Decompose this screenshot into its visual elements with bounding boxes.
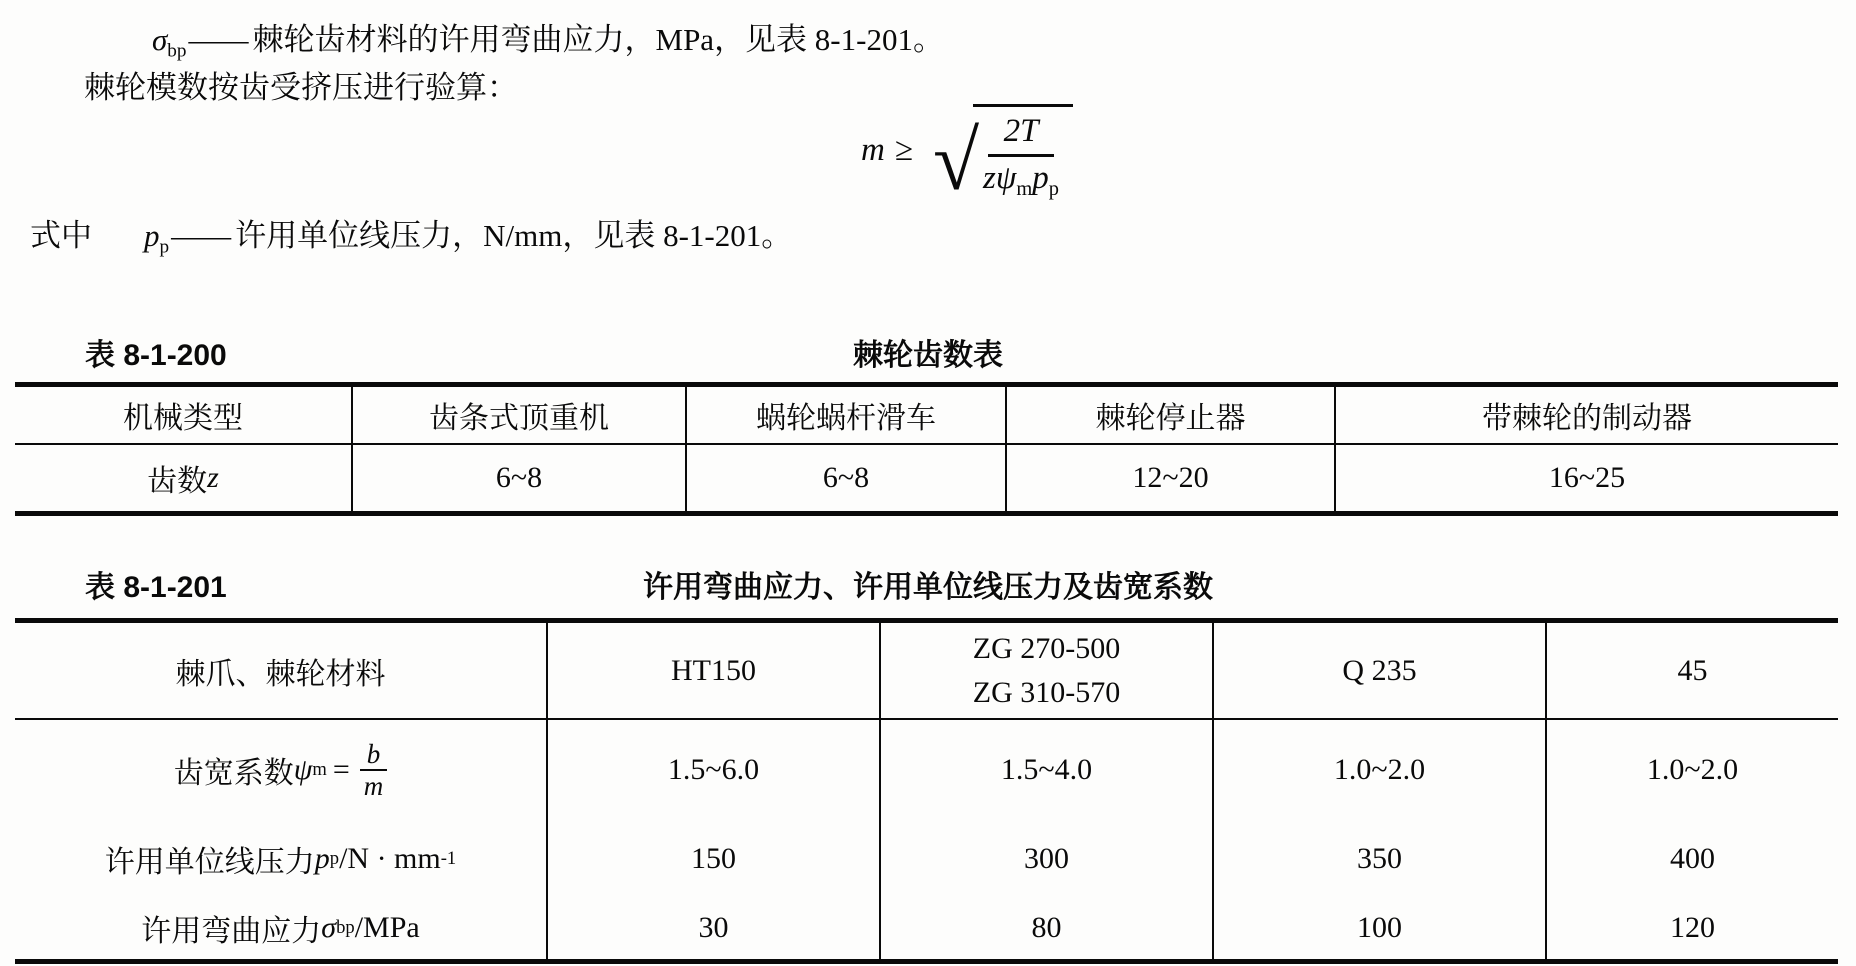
sigma-subscript: bp — [167, 40, 187, 62]
table1-value-cell: 6~8 — [353, 445, 687, 511]
table1-title: 棘轮齿数表 — [853, 339, 1003, 372]
table2-bending-value: 80 — [881, 897, 1214, 959]
teeth-number-label: 齿数 — [147, 465, 208, 498]
table1-header-worm-pulley: 蜗轮蜗杆滑车 — [687, 387, 1007, 445]
table1-caption — [0, 330, 1856, 374]
modulus-check-statement: 棘轮模数按齿受挤压进行验算： — [84, 70, 518, 105]
denominator-p: p — [1032, 159, 1049, 196]
table2-psi-value: 1.5~6.0 — [548, 720, 881, 820]
table1-header-ratchet-stop: 棘轮停止器 — [1007, 387, 1336, 445]
table1-header-brake: 带棘轮的制动器 — [1336, 387, 1838, 445]
where-prefix: 式中 — [30, 218, 92, 253]
table2-pressure-value: 350 — [1214, 820, 1547, 897]
p-symbol-subscript: p — [159, 236, 170, 258]
em-dash: —— — [171, 218, 230, 253]
table1-value-cell: 12~20 — [1007, 445, 1336, 511]
table1-row-label — [15, 445, 353, 511]
table2-bending-value: 100 — [1214, 897, 1547, 959]
width-factor-label: 齿宽系数 — [173, 757, 294, 790]
psi-subscript: m — [1016, 178, 1033, 201]
fraction-denominator — [983, 157, 1060, 201]
zg-270-500: ZG 270-500 — [972, 632, 1121, 665]
where-clause-line — [30, 210, 793, 258]
table2-pressure-value: 300 — [881, 820, 1214, 897]
sigma-definition-line — [152, 14, 944, 62]
table2-psi-row-label: 齿宽系数 ψ m = $\frac{b}{m}$ — [15, 720, 548, 820]
formula-lhs: m — [860, 132, 885, 169]
modulus-formula — [0, 104, 1856, 208]
table2-psi-value: 1.5~4.0 — [881, 720, 1214, 820]
sigma-symbol: σ — [152, 22, 168, 57]
table2-bending-row-label: 许用弯曲应力 σ bp /MPa — [15, 897, 548, 959]
table2-number-label: 表 8-1-201 — [85, 571, 227, 604]
fraction-numerator: 2T — [988, 113, 1055, 157]
table2-material-q235: Q 235 — [1214, 623, 1547, 720]
p-symbol: p — [144, 218, 160, 253]
equals-sign: = — [332, 753, 350, 786]
zg-310-570: ZG 310-570 — [972, 675, 1121, 709]
table2-material-header: 棘爪、棘轮材料 — [15, 623, 548, 720]
p-description: 许用单位线压力，N/mm，见表 8-1-201。 — [235, 218, 793, 253]
pressure-unit: /N · mm — [339, 841, 441, 875]
table2-psi-value: 1.0~2.0 — [1646, 753, 1739, 786]
table1-number-label: 表 8-1-200 — [85, 339, 227, 372]
ratchet-teeth-table — [15, 382, 1838, 516]
table2-material-zg — [881, 623, 1214, 720]
table2-title: 许用弯曲应力、许用单位线压力及齿宽系数 — [643, 571, 1213, 604]
table2-material-ht150: HT150 — [548, 623, 881, 720]
radicand — [973, 104, 1073, 201]
radical-sign: √ — [932, 114, 980, 208]
p-symbol: p — [314, 841, 330, 875]
p-subscript: p — [1048, 178, 1060, 201]
table1-value-cell: 6~8 — [687, 445, 1007, 511]
formula-fraction — [983, 113, 1060, 201]
psi-symbol: ψ — [293, 753, 313, 786]
fraction-b: b — [360, 740, 388, 771]
greater-equal-sign: ≥ — [894, 132, 913, 169]
stress-unit: /MPa — [354, 911, 420, 944]
table2-pressure-row-label: 许用单位线压力 p p /N · mm -1 — [15, 820, 548, 897]
sigma-symbol: σ — [321, 911, 337, 944]
table2-pressure-value: 150 — [548, 820, 881, 897]
table2-bending-value: 120 — [1670, 911, 1715, 944]
table2-material-45: 45 — [1547, 623, 1838, 720]
denominator-z-psi: zψ — [983, 159, 1017, 196]
bending-stress-label: 许用弯曲应力 — [141, 915, 322, 948]
square-root — [927, 104, 1073, 208]
table1-header-rack-jack: 齿条式顶重机 — [353, 387, 687, 445]
table1-header-machine-type: 机械类型 — [15, 387, 353, 445]
b-over-m-fraction — [360, 740, 388, 801]
table2-pressure-value: 400 — [1670, 841, 1715, 875]
table2-caption — [0, 562, 1856, 606]
sigma-description: 棘轮齿材料的许用弯曲应力，MPa，见表 8-1-201。 — [252, 22, 944, 57]
em-dash: —— — [188, 22, 247, 57]
table2-bending-value: 30 — [548, 897, 881, 959]
fraction-m: m — [363, 771, 384, 801]
table2-psi-value: 1.0~2.0 — [1214, 720, 1547, 820]
line-pressure-label: 许用单位线压力 — [104, 845, 315, 879]
table1-value-cell: 16~25 — [1548, 461, 1626, 494]
teeth-number-variable: z — [207, 461, 219, 494]
allowable-stress-table — [15, 618, 1838, 964]
